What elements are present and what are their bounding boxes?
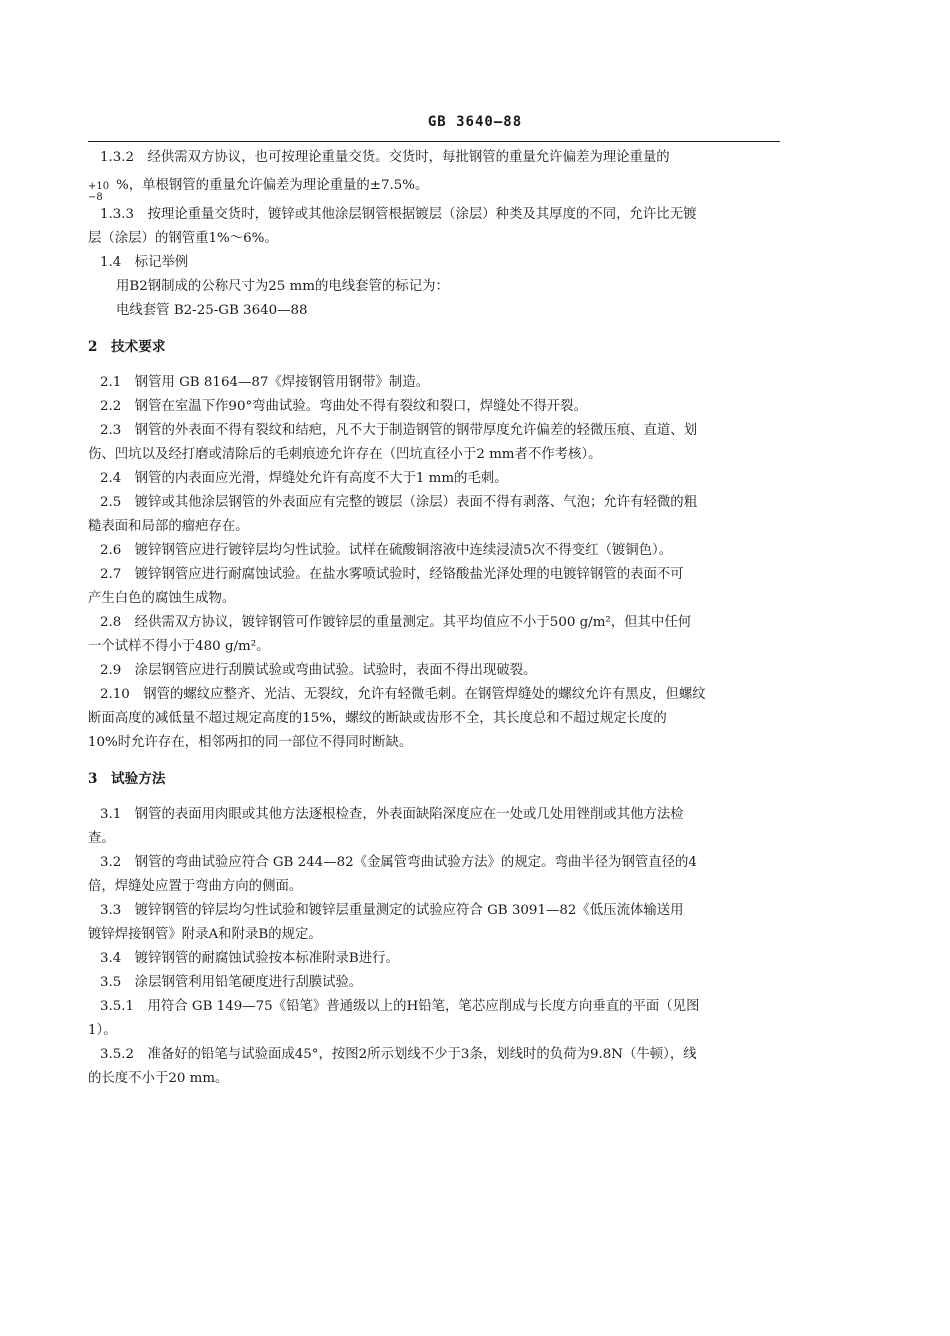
text-line: 2.10 钢管的螺纹应整齐、光洁、无裂纹，允许有轻微毛刺。在钢管焊缝处的螺纹允许有黑皮，但螺纹 bbox=[100, 687, 706, 702]
text-line: 断面高度的减低量不超过规定高度的15%，螺纹的断缺或齿形不全，其长度总和不超过规定长度的 bbox=[88, 711, 667, 726]
tolerance-lower: −8 bbox=[88, 192, 103, 203]
text-line: 2.9 涂层钢管应进行刮膜试验或弯曲试验。试验时，表面不得出现破裂。 bbox=[100, 663, 537, 678]
text-line: 伤、凹坑以及经打磨或清除后的毛刺痕迹允许存在（凹坑直径小于2 mm者不作考核）。 bbox=[88, 447, 602, 462]
text-line: 1.4 标记举例 bbox=[100, 255, 189, 270]
text-line: 层（涂层）的钢管重1%～6%。 bbox=[88, 231, 278, 246]
text-line: 2.2 钢管在室温下作90°弯曲试验。弯曲处不得有裂纹和裂口，焊缝处不得开裂。 bbox=[100, 399, 587, 414]
text-line: 2.6 镀锌钢管应进行镀锌层均匀性试验。试样在硫酸铜溶液中连续浸渍5次不得变红（镀铜色）。 bbox=[100, 543, 673, 558]
tolerance-upper: +10 bbox=[88, 181, 110, 192]
page-header: GB 3640—88 bbox=[427, 114, 523, 130]
text-line: 3.2 钢管的弯曲试验应符合 GB 244—82《金属管弯曲试验方法》的规定。弯曲半径为钢管直径的4 bbox=[100, 855, 697, 870]
text-line: 2.3 钢管的外表面不得有裂纹和结疤，凡不大于制造钢管的钢带厚度允许偏差的轻微压痕、直道、划 bbox=[100, 423, 698, 438]
text-line: 电线套管 B2-25-GB 3640—88 bbox=[116, 303, 308, 318]
text-line: 3.5 涂层钢管利用铅笔硬度进行刮膜试验。 bbox=[100, 975, 363, 990]
text-line: 1.3.2 经供需双方协议，也可按理论重量交货。交货时，每批钢管的重量允许偏差为理论重量的 bbox=[100, 150, 670, 165]
text-line: 3.5.1 用符合 GB 149—75《铅笔》普通级以上的H铅笔，笔芯应削成与长度方向垂直的平面（见图 bbox=[100, 999, 700, 1014]
text-line: 2.7 镀锌钢管应进行耐腐蚀试验。在盐水雾喷试验时，经铬酸盐光泽处理的电镀锌钢管的表面不可 bbox=[100, 567, 684, 582]
text-line: 产生白色的腐蚀生成物。 bbox=[88, 591, 236, 606]
text-line: 3.1 钢管的表面用肉眼或其他方法逐根检查，外表面缺陷深度应在一处或几处用锉削或其他方法检 bbox=[100, 807, 684, 822]
text-line: 10%时允许存在，相邻两扣的同一部位不得同时断缺。 bbox=[88, 735, 413, 750]
header-rule bbox=[88, 141, 780, 142]
text-line: 3.4 镀锌钢管的耐腐蚀试验按本标准附录B进行。 bbox=[100, 951, 399, 966]
text-line: 用B2钢制成的公称尺寸为25 mm的电线套管的标记为： bbox=[116, 279, 449, 294]
text-line: 2.4 钢管的内表面应光滑，焊缝处允许有高度不大于1 mm的毛刺。 bbox=[100, 471, 508, 486]
section-heading: 3 试验方法 bbox=[88, 771, 166, 787]
text-line: 2.5 镀锌或其他涂层钢管的外表面应有完整的镀层（涂层）表面不得有剥落、气泡；允许有轻微的粗 bbox=[100, 495, 698, 510]
text-line: 3.3 镀锌钢管的锌层均匀性试验和镀锌层重量测定的试验应符合 GB 3091—82《低压流体输送用 bbox=[100, 903, 684, 918]
text-line: 糙表面和局部的瘤疤存在。 bbox=[88, 519, 249, 534]
text-line: 1.3.3 按理论重量交货时，镀锌或其他涂层钢管根据镀层（涂层）种类及其厚度的不同，允许比无镀 bbox=[100, 207, 697, 222]
text-line: 一个试样不得小于480 g/m²。 bbox=[88, 639, 270, 654]
text-line: 1）。 bbox=[88, 1023, 117, 1038]
text-line: 查。 bbox=[88, 831, 115, 846]
text-line: 2.1 钢管用 GB 8164—87《焊接钢管用钢带》制造。 bbox=[100, 375, 430, 390]
tolerance-fraction bbox=[88, 181, 111, 203]
text-line: %，单根钢管的重量允许偏差为理论重量的±7.5%。 bbox=[116, 178, 429, 193]
section-heading: 2 技术要求 bbox=[88, 339, 166, 355]
text-line: 镀锌焊接钢管》附录A和附录B的规定。 bbox=[88, 927, 322, 942]
text-line: 倍，焊缝处应置于弯曲方向的侧面。 bbox=[88, 879, 303, 894]
text-line: 的长度不小于20 mm。 bbox=[88, 1071, 229, 1086]
text-line: 2.8 经供需双方协议，镀锌钢管可作镀锌层的重量测定。其平均值应不小于500 g/m²，但其中任何 bbox=[100, 615, 692, 630]
text-line: 3.5.2 准备好的铅笔与试验面成45°，按图2所示划线不少于3条，划线时的负荷为9.8N（牛顿），线 bbox=[100, 1047, 697, 1062]
